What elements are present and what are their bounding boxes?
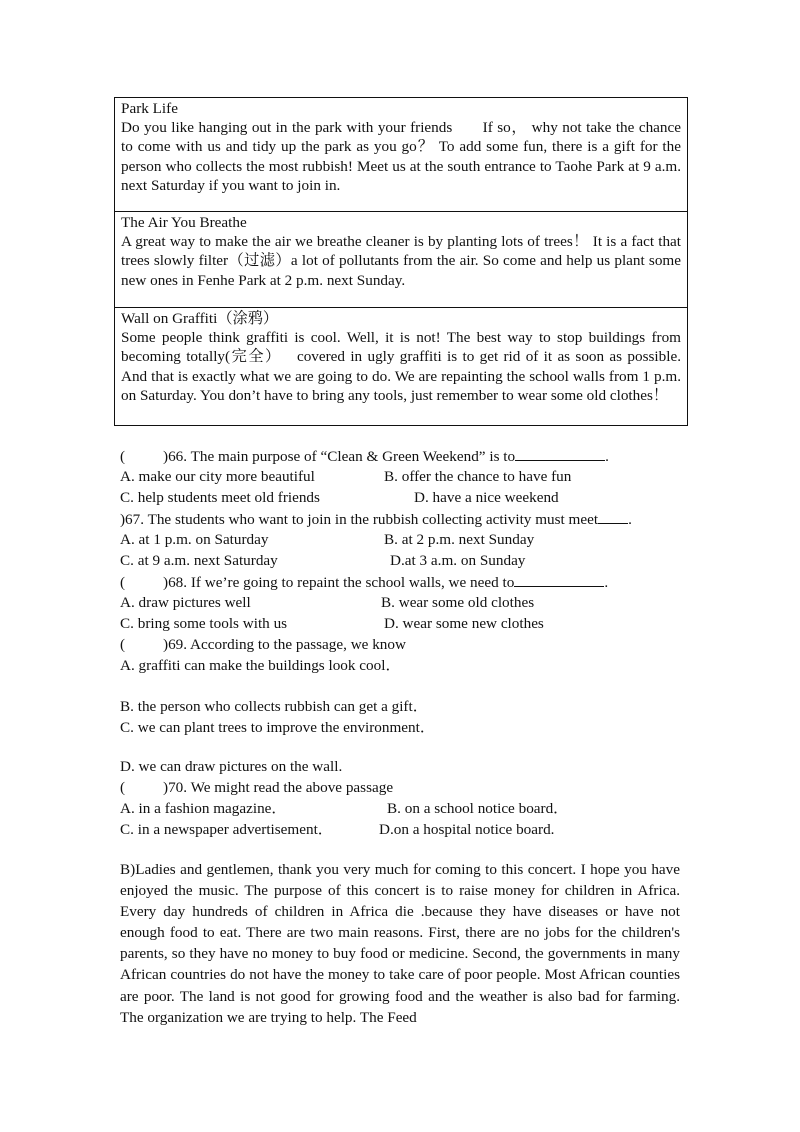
question-70: ( )70. We might read the above passage	[120, 779, 394, 796]
question-stem: ( )66. The main purpose of “Clean & Green Weekend” is to	[120, 448, 516, 465]
option-d: D.at 3 a.m. on Sunday	[390, 552, 526, 569]
option-a: A. at 1 p.m. on Saturday	[120, 531, 269, 548]
question-66: ( )66. The main purpose of “Clean & Green Weekend” is to .	[120, 448, 609, 465]
option-c: C. at 9 a.m. next Saturday	[120, 552, 278, 569]
passage-b: B)Ladies and gentlemen, thank you very much for coming to this concert. I hope you have enjoyed the music. The purpose of this concert is to raise money for children in Africa. Every day hundreds of children in Africa die .because they have diseases or have not enough food to eat. There are two main reasons. First, there are no jobs for the children's parents, so they have no money to buy food or medicine. Second, the governments in many African countries do not have the money to take care of poor people. Most African counties are poor. The land is not good for growing food and the weather is also bad for farming. The organization we are trying to help. The Feed	[120, 861, 680, 1026]
option-a: A. make our city more beautiful	[120, 468, 315, 485]
notice-air-you-breathe	[115, 211, 687, 307]
notice-wall-on-graffiti	[115, 307, 687, 425]
answer-blank	[514, 572, 604, 587]
question-69: ( )69. According to the passage, we know	[120, 636, 406, 653]
option-b: B. wear some old clothes	[381, 594, 535, 611]
option-a: A. graffiti can make the buildings look cool．	[120, 657, 401, 674]
option-c: C. bring some tools with us	[120, 615, 288, 632]
option-c: C. help students meet old friends	[120, 489, 320, 506]
option-d: D. wear some new clothes	[384, 615, 544, 632]
question-67: )67. The students who want to join in the rubbish collecting activity must meet .	[120, 511, 632, 528]
option-b: B. on a school notice board．	[387, 800, 569, 817]
notice-title: The Air You Breathe	[121, 214, 247, 231]
notice-body: Do you like hanging out in the park with your friends If so， why not take the chance to come with us and tidy up the park as you go？ To add some fun, there is a gift for the person who collects the most rubbish! Meet us at the south entrance to Taohe Park at 9 a.m. next Saturday if you want to join in.	[121, 119, 681, 194]
option-c: C. in a newspaper advertisement．	[120, 821, 333, 838]
notice-park-life	[115, 98, 687, 211]
notice-title: Wall on Graffiti（涂鸦）	[121, 310, 279, 327]
option-d: D. have a nice weekend	[414, 489, 559, 506]
notice-body: Some people think graffiti is cool. Well, it is not! The best way to stop buildings from becoming totally(完全） covered in ugly graffiti is to get rid of it as soon as possible. And that is exactly what we are going to do. We are repainting the school walls from 1 p.m. on Saturday. You don’t have to bring any tools, just remember to wear some old clothes！	[121, 329, 681, 404]
option-a: A. draw pictures well	[120, 594, 251, 611]
option-d: D.on a hospital notice board.	[379, 821, 555, 838]
option-b: B. the person who collects rubbish can get a gift．	[120, 698, 428, 715]
option-a: A. in a fashion magazine．	[120, 800, 287, 817]
answer-blank	[598, 509, 628, 524]
question-stem: ( )68. If we’re going to repaint the school walls, we need to	[120, 574, 515, 591]
answer-blank	[515, 446, 605, 461]
question-stem: )67. The students who want to join in the rubbish collecting activity must meet	[120, 511, 599, 528]
option-d: D. we can draw pictures on the wall.	[120, 758, 343, 775]
notice-body: A great way to make the air we breathe cleaner is by planting lots of trees！ It is a fact that trees slowly filter（过滤）a lot of pollutants from the air. So come and help us plant some new ones in Fenhe Park at 2 p.m. next Sunday.	[121, 233, 681, 289]
option-c: C. we can plant trees to improve the environment．	[120, 719, 436, 736]
option-b: B. offer the chance to have fun	[384, 468, 572, 485]
notices-box	[114, 97, 688, 426]
question-68: ( )68. If we’re going to repaint the school walls, we need to .	[120, 574, 609, 591]
option-b: B. at 2 p.m. next Sunday	[384, 531, 535, 548]
notice-title: Park Life	[121, 100, 178, 117]
